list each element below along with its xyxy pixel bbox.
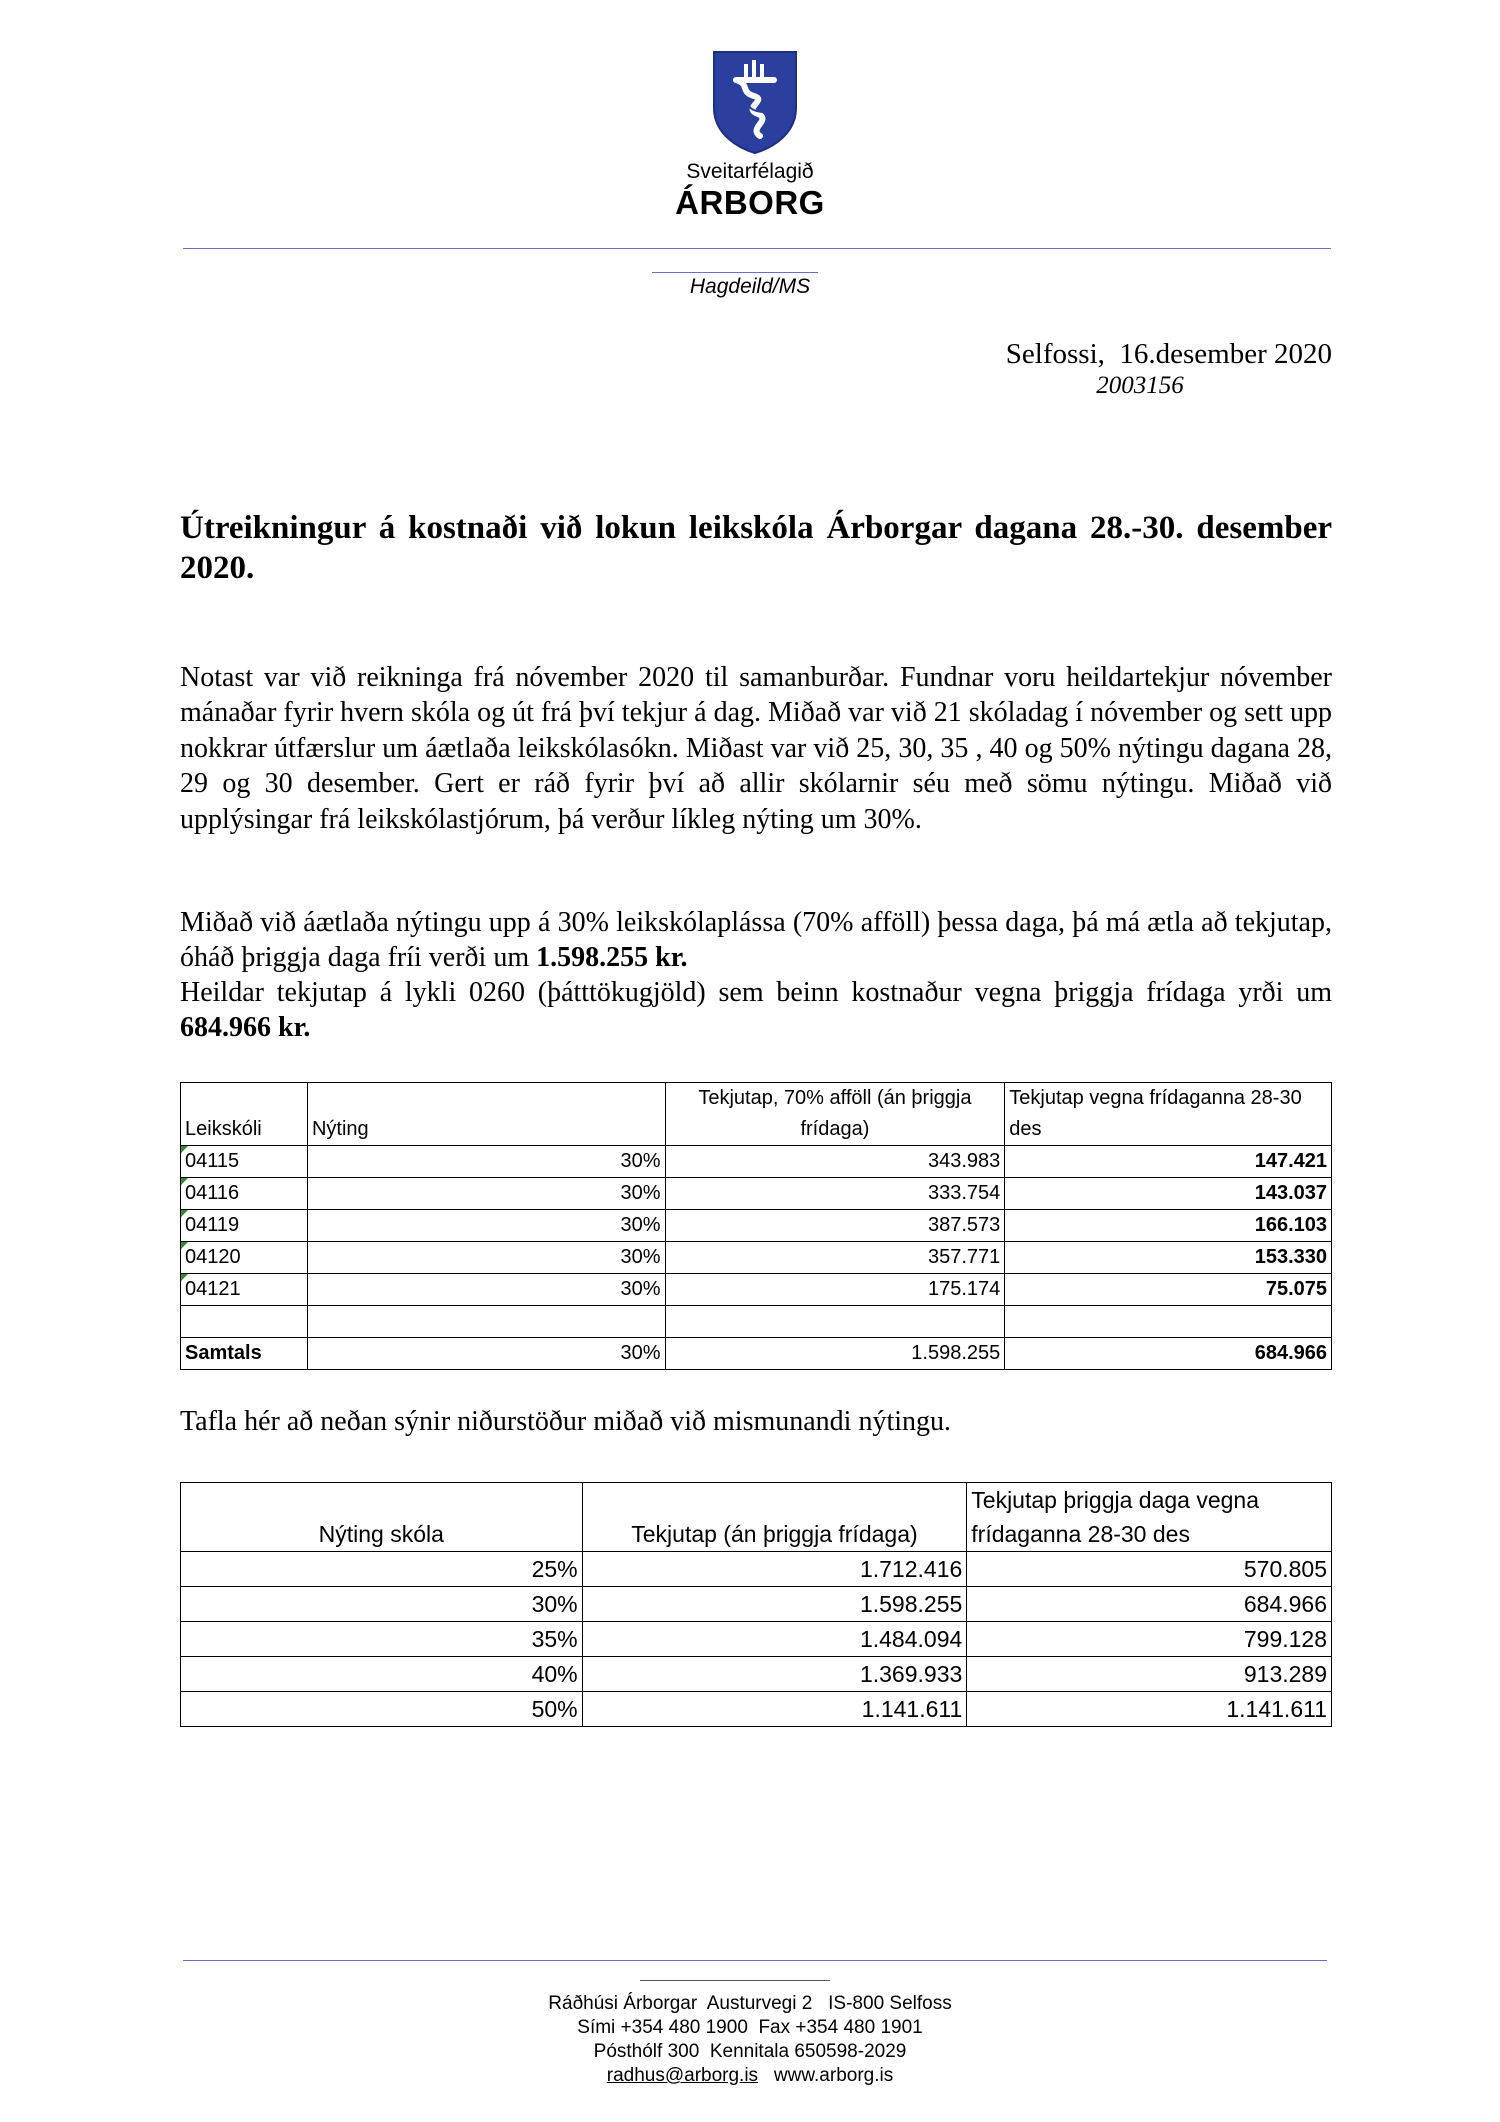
- paragraph-2: [180, 905, 1332, 976]
- footer-po-box: Pósthólf 300 Kennitala 650598-2029: [593, 2041, 907, 2062]
- footer: [400, 1992, 1100, 2088]
- usage-cell: 35%: [181, 1622, 583, 1657]
- paragraph-2-amount: 1.598.255 kr.: [536, 942, 688, 974]
- table-row: [181, 1657, 1332, 1692]
- table-row: [181, 1242, 1332, 1274]
- usage-cell: 30%: [181, 1587, 583, 1622]
- department-label: Hagdeild/MS: [689, 275, 811, 298]
- usage-cell: 40%: [181, 1657, 583, 1692]
- total-loss: 1.598.255: [665, 1338, 1005, 1370]
- column-header-school: Leikskóli: [181, 1083, 308, 1146]
- date-line: Selfossi, 16.desember 2020: [1005, 338, 1332, 370]
- table-row: [181, 1274, 1332, 1306]
- arborg-coat-of-arms-logo: [712, 50, 798, 154]
- holiday-loss-cell: 143.037: [1005, 1178, 1332, 1210]
- loss-cell: 1.598.255: [582, 1587, 967, 1622]
- holiday-loss-cell: 153.330: [1005, 1242, 1332, 1274]
- paragraph-3: [180, 975, 1332, 1046]
- paragraph-3-amount: 684.966 kr.: [180, 1012, 311, 1044]
- holiday-loss-cell: 913.289: [967, 1657, 1332, 1692]
- table-row: [181, 1178, 1332, 1210]
- footer-phone: Sími +354 480 1900 Fax +354 480 1901: [577, 2017, 923, 2038]
- total-row: [181, 1338, 1332, 1370]
- school-code: 04121: [181, 1274, 308, 1306]
- loss-cell: 1.712.416: [582, 1552, 967, 1587]
- paragraph-4: Tafla hér að neðan sýnir niðurstöður miðað við mismunandi nýtingu.: [180, 1406, 952, 1437]
- table-row: [181, 1587, 1332, 1622]
- holiday-loss-cell: 570.805: [967, 1552, 1332, 1587]
- total-usage: 30%: [307, 1338, 665, 1370]
- school-code: 04119: [181, 1210, 308, 1242]
- usage-cell: 30%: [307, 1210, 665, 1242]
- usage-cell: 50%: [181, 1692, 583, 1727]
- column-header-loss: Tekjutap (án þriggja frídaga): [582, 1483, 967, 1552]
- table-row: [181, 1692, 1332, 1727]
- table-header-row: [181, 1083, 1332, 1146]
- column-header-holiday-loss: Tekjutap þriggja daga vegna frídaganna 28-30 des: [967, 1483, 1332, 1552]
- email-link[interactable]: radhus@arborg.is: [606, 2065, 759, 2086]
- loss-cell: 1.141.611: [582, 1692, 967, 1727]
- usage-cell: 30%: [307, 1242, 665, 1274]
- column-header-usage: Nýting skóla: [181, 1483, 583, 1552]
- footer-contact: [400, 2064, 1100, 2088]
- empty-cell: [307, 1306, 665, 1338]
- table-row: [181, 1552, 1332, 1587]
- website: www.arborg.is: [773, 2065, 894, 2086]
- footer-short-rule: [640, 1980, 830, 1981]
- paragraph-3-text: Heildar tekjutap á lykli 0260 (þátttökugjöld) sem beinn kostnaður vegna þriggja frídaga yrði um: [180, 977, 1332, 1008]
- table-row: [181, 1146, 1332, 1178]
- holiday-loss-cell: 75.075: [1005, 1274, 1332, 1306]
- empty-cell: [181, 1306, 308, 1338]
- department-rule: [652, 272, 818, 273]
- total-holiday-loss: 684.966: [1005, 1338, 1332, 1370]
- header-rule: [183, 248, 1331, 249]
- loss-cell: 333.754: [665, 1178, 1005, 1210]
- loss-cell: 1.369.933: [582, 1657, 967, 1692]
- table-row: [181, 1210, 1332, 1242]
- holiday-loss-cell: 1.141.611: [967, 1692, 1332, 1727]
- usage-cell: 30%: [307, 1274, 665, 1306]
- empty-cell: [665, 1306, 1005, 1338]
- reference-number: 2003156: [1096, 372, 1184, 399]
- column-header-holiday-loss: Tekjutap vegna frídaganna 28-30 des: [1005, 1083, 1332, 1146]
- table-row: [181, 1622, 1332, 1657]
- paragraph-2-text: Miðað við áætlaða nýtingu upp á 30% leikskólaplássa (70% afföll) þessa daga, þá má ætla að tekjutap, óháð þriggja daga fríi verði um: [180, 907, 1332, 974]
- column-header-usage: Nýting: [307, 1083, 665, 1146]
- usage-cell: 30%: [307, 1146, 665, 1178]
- org-name-line2: ÁRBORG: [675, 184, 825, 221]
- column-header-loss: Tekjutap, 70% afföll (án þriggja frídaga): [665, 1083, 1005, 1146]
- usage-cell: 25%: [181, 1552, 583, 1587]
- loss-cell: 343.983: [665, 1146, 1005, 1178]
- empty-row: [181, 1306, 1332, 1338]
- holiday-loss-cell: 684.966: [967, 1587, 1332, 1622]
- empty-cell: [1005, 1306, 1332, 1338]
- loss-cell: 357.771: [665, 1242, 1005, 1274]
- total-label: Samtals: [181, 1338, 308, 1370]
- footer-rule: [183, 1960, 1327, 1961]
- document-title: Útreikningur á kostnaði við lokun leikskóla Árborgar dagana 28.-30. desember 2020.: [180, 510, 1332, 586]
- table-header-row: [181, 1483, 1332, 1552]
- holiday-loss-cell: 166.103: [1005, 1210, 1332, 1242]
- school-loss-table: [180, 1082, 1332, 1370]
- usage-scenarios-table: [180, 1482, 1332, 1727]
- school-code: 04120: [181, 1242, 308, 1274]
- holiday-loss-cell: 147.421: [1005, 1146, 1332, 1178]
- org-name-line1: Sveitarfélagið: [686, 160, 814, 183]
- paragraph-1: Notast var við reikninga frá nóvember 2020 til samanburðar. Fundnar voru heildartekjur nóvember mánaðar fyrir hvern skóla og út frá því tekjur á dag. Miðað var við 21 skóladag í nóvember og sett upp nokkrar útfærslur um áætlaða leikskólasókn. Miðast var við 25, 30, 35 , 40 og 50% nýtingu dagana 28, 29 og 30 desember. Gert er ráð fyrir því að allir skólarnir séu með sömu nýtingu. Miðað við upplýsingar frá leikskólastjórum, þá verður líkleg nýting um 30%.: [180, 662, 1332, 835]
- loss-cell: 175.174: [665, 1274, 1005, 1306]
- footer-address: Ráðhúsi Árborgar Austurvegi 2 IS-800 Selfoss: [548, 1993, 952, 2014]
- school-code: 04116: [181, 1178, 308, 1210]
- loss-cell: 387.573: [665, 1210, 1005, 1242]
- school-code: 04115: [181, 1146, 308, 1178]
- holiday-loss-cell: 799.128: [967, 1622, 1332, 1657]
- usage-cell: 30%: [307, 1178, 665, 1210]
- loss-cell: 1.484.094: [582, 1622, 967, 1657]
